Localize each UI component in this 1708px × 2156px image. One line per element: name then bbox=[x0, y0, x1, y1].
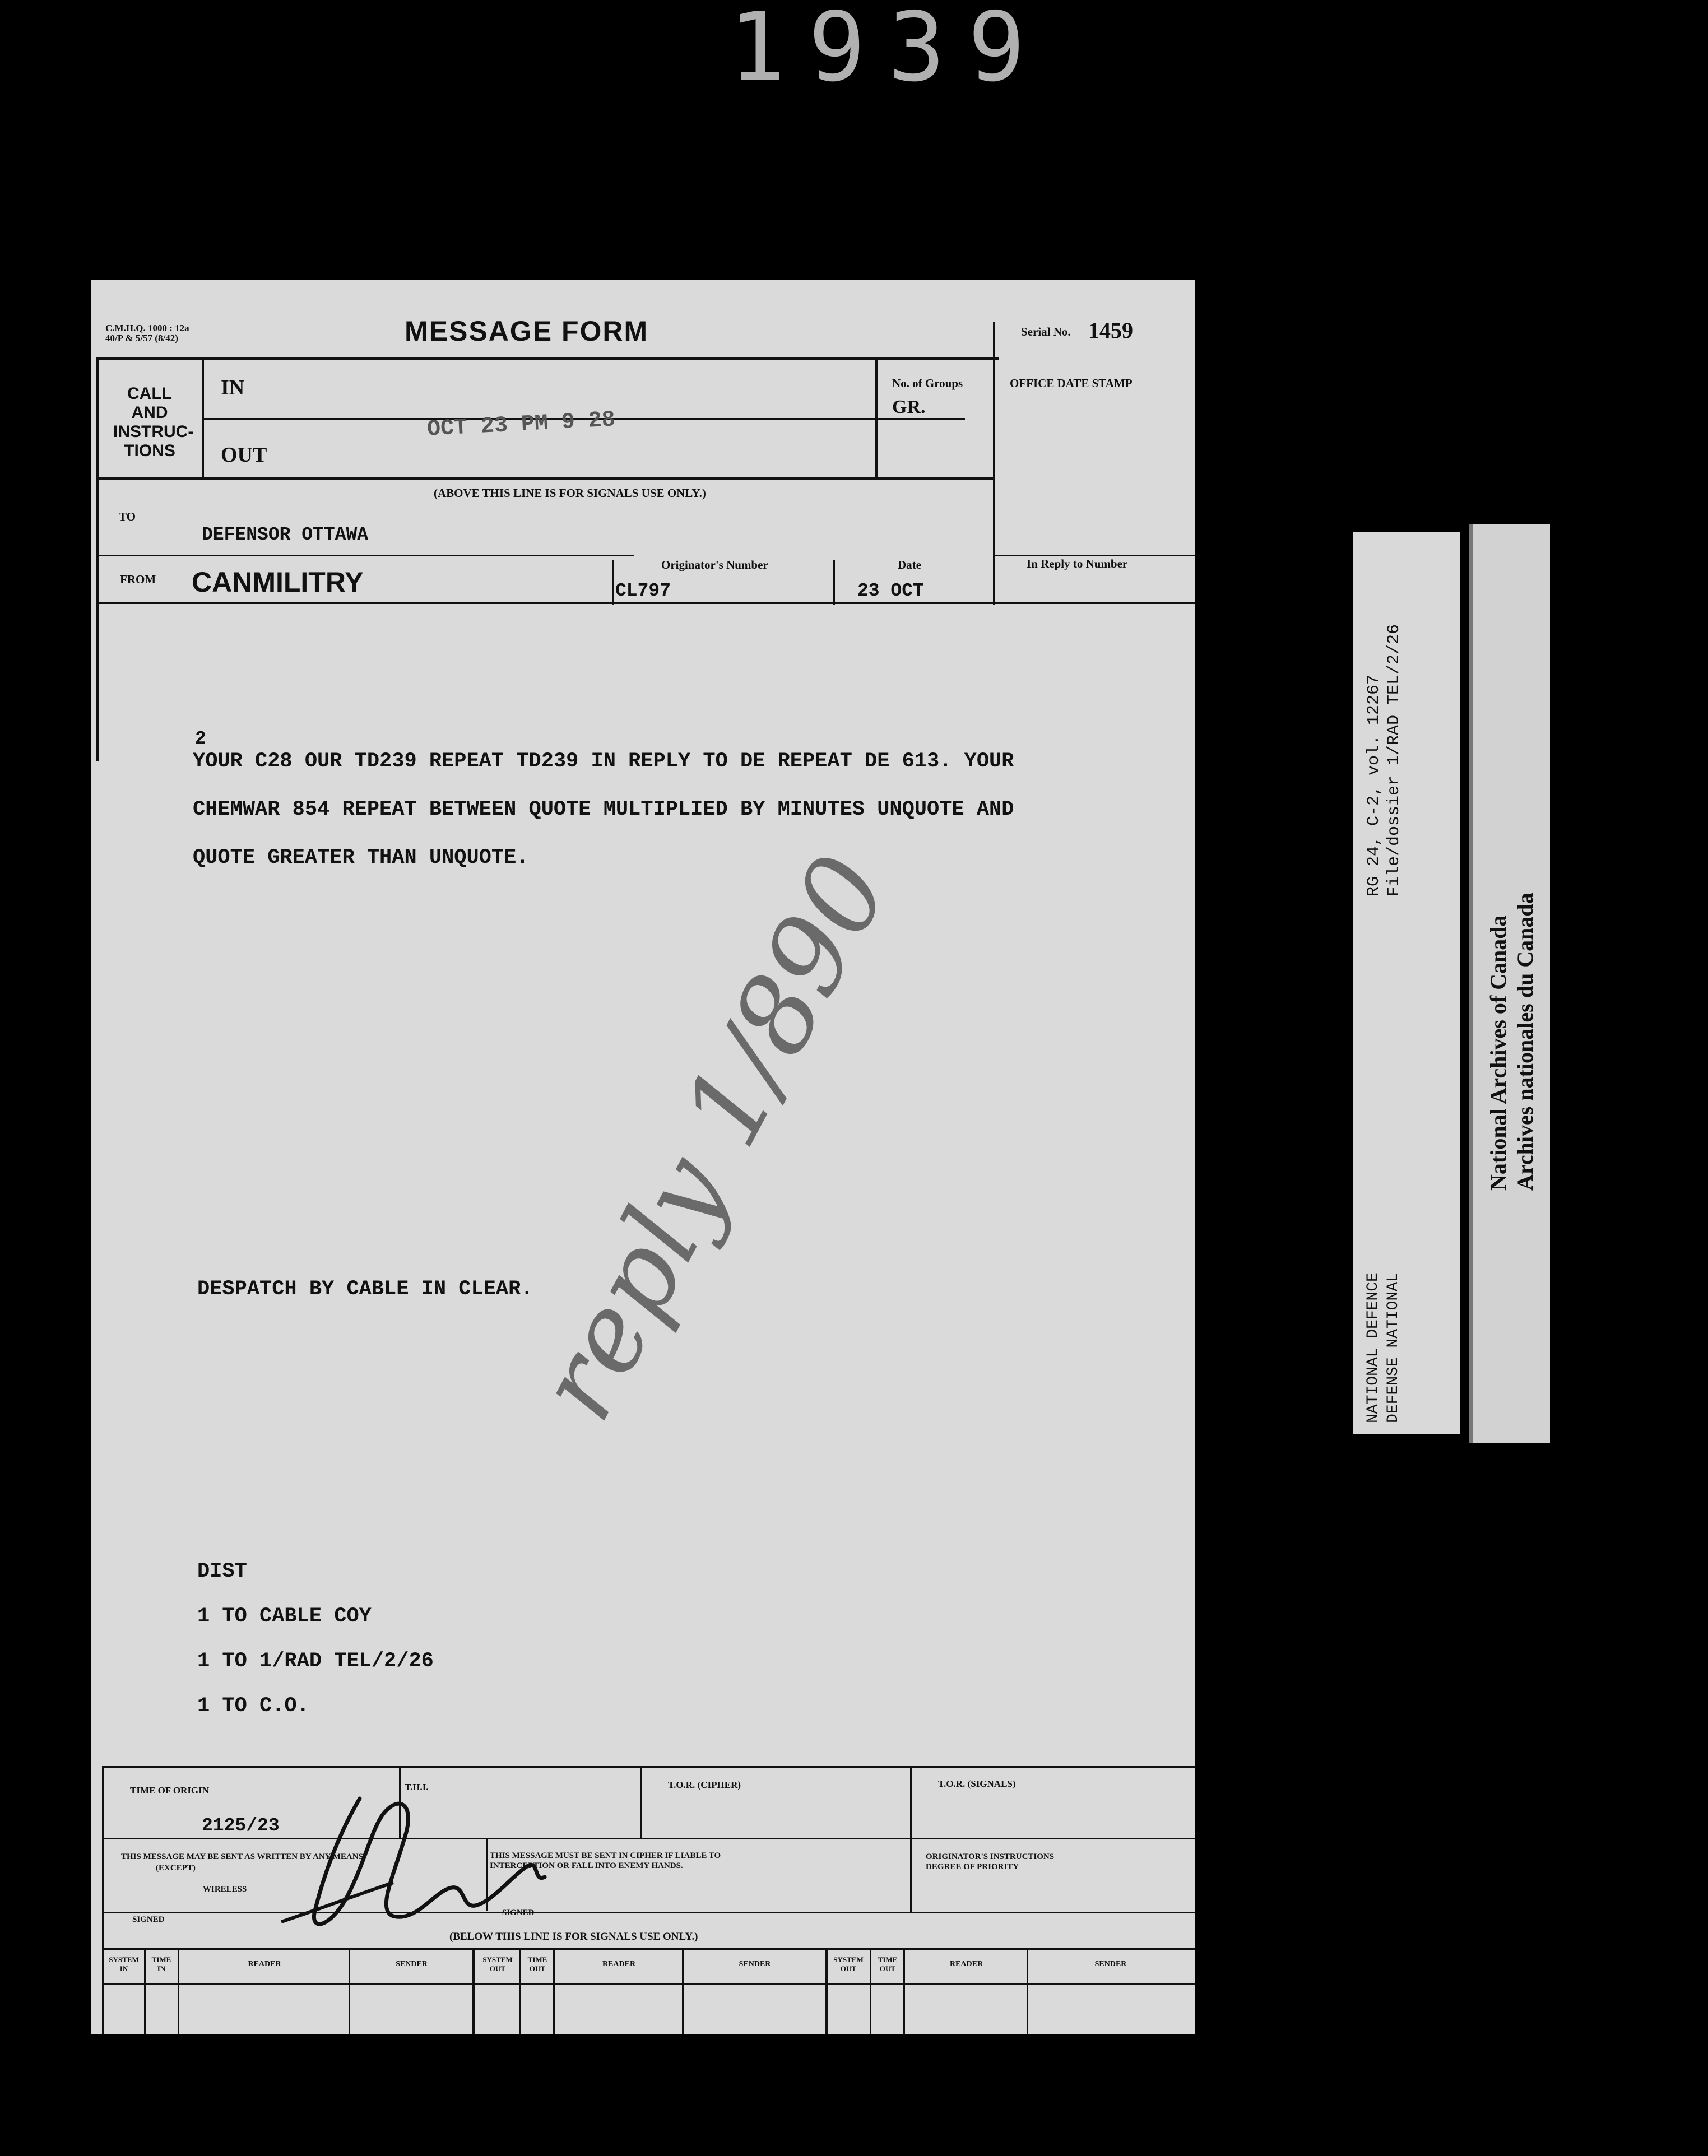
dist-line-3: 1 TO C.O. bbox=[197, 1694, 309, 1718]
col-reader-3: READER bbox=[949, 1960, 983, 1968]
signed-label-1: SIGNED bbox=[132, 1915, 165, 1924]
except-label: (EXCEPT) bbox=[156, 1864, 196, 1872]
archive-ref-line-1: RG 24, C-2, vol. 12267 bbox=[1364, 674, 1384, 896]
cipher-note-1: THIS MESSAGE MUST BE SENT IN CIPHER IF LIABLE TO bbox=[490, 1851, 721, 1860]
received-stamp: OCT 23 PM 9 28 bbox=[426, 407, 616, 443]
tor-cipher-label: T.O.R. (CIPHER) bbox=[668, 1779, 741, 1790]
tor-signals-label: T.O.R. (SIGNALS) bbox=[938, 1778, 1016, 1789]
time-origin-value: 2125/23 bbox=[202, 1815, 280, 1836]
col-reader-2: READER bbox=[602, 1960, 636, 1968]
form-title: MESSAGE FORM bbox=[405, 315, 649, 347]
form-code-1: C.M.H.Q. 1000 : 12a bbox=[105, 323, 189, 333]
originator-number: CL797 bbox=[615, 580, 671, 601]
col-time-out-1: TIME OUT bbox=[527, 1955, 547, 1973]
from-value: CANMILITRY bbox=[192, 566, 364, 598]
time-origin-label: TIME OF ORIGIN bbox=[130, 1785, 210, 1796]
originator-instructions: ORIGINATOR'S INSTRUCTIONS bbox=[926, 1852, 1055, 1861]
date-label: Date bbox=[898, 558, 921, 571]
national-archives-label bbox=[1469, 524, 1550, 1443]
col-system-out-2: SYSTEM OUT bbox=[833, 1955, 864, 1973]
serial-label: Serial No. bbox=[1021, 325, 1071, 338]
in-label: IN bbox=[221, 376, 245, 399]
message-line-1: YOUR C28 OUR TD239 REPEAT TD239 IN REPLY TO DE REPEAT DE 613. YOUR bbox=[193, 750, 1014, 773]
from-label: FROM bbox=[120, 573, 156, 586]
to-label: TO bbox=[119, 510, 136, 523]
handwritten-signature bbox=[248, 1782, 561, 1950]
reply-number-label: In Reply to Number bbox=[1027, 557, 1128, 570]
call-instructions-label: CALL AND INSTRUC- TIONS bbox=[113, 384, 194, 460]
originator-number-label: Originator's Number bbox=[661, 558, 768, 571]
office-stamp-label: OFFICE DATE STAMP bbox=[1010, 377, 1133, 390]
form-code-2: 40/P & 5/57 (8/42) bbox=[105, 333, 178, 343]
thi-label: T.H.I. bbox=[405, 1782, 429, 1792]
dist-line-1: 1 TO CABLE COY bbox=[197, 1605, 372, 1628]
archive-reference-strip bbox=[1353, 532, 1460, 1434]
out-label: OUT bbox=[221, 443, 267, 467]
col-sender-1: SENDER bbox=[396, 1960, 428, 1968]
groups-label: No. of Groups bbox=[892, 377, 963, 390]
serial-number: 1459 bbox=[1088, 318, 1133, 343]
message-line-2: CHEMWAR 854 REPEAT BETWEEN QUOTE MULTIPLIED BY MINUTES UNQUOTE AND bbox=[193, 798, 1014, 821]
nac-english: National Archives of Canada bbox=[1486, 915, 1511, 1191]
date-value: 23 OCT bbox=[857, 580, 924, 601]
signals-use-bottom: (BELOW THIS LINE IS FOR SIGNALS USE ONLY.) bbox=[449, 1931, 698, 1943]
degree-priority: DEGREE OF PRIORITY bbox=[926, 1862, 1019, 1871]
dist-header: DIST bbox=[197, 1560, 247, 1583]
col-time-out-2: TIME OUT bbox=[878, 1955, 898, 1973]
sent-as-written: THIS MESSAGE MAY BE SENT AS WRITTEN BY ANY MEANS. bbox=[121, 1852, 365, 1861]
groups-suffix: GR. bbox=[892, 397, 926, 417]
col-sender-3: SENDER bbox=[1094, 1960, 1127, 1968]
handwritten-note: reply 1/890 bbox=[513, 836, 913, 1439]
message-line-3: QUOTE GREATER THAN UNQUOTE. bbox=[193, 846, 529, 870]
col-system-in: SYSTEM IN bbox=[109, 1955, 139, 1973]
department-fr: DEFENSE NATIONAL bbox=[1385, 1272, 1402, 1423]
superscript-digit: 2 bbox=[195, 728, 206, 749]
col-time-in: TIME IN bbox=[151, 1955, 171, 1973]
wireless-label: WIRELESS bbox=[203, 1885, 247, 1894]
message-form-sheet bbox=[91, 280, 1195, 2034]
department-en: NATIONAL DEFENCE bbox=[1364, 1272, 1382, 1423]
col-system-out-1: SYSTEM OUT bbox=[482, 1955, 513, 1973]
col-reader-1: READER bbox=[248, 1960, 281, 1968]
col-sender-2: SENDER bbox=[739, 1960, 771, 1968]
despatch-instruction: DESPATCH BY CABLE IN CLEAR. bbox=[197, 1277, 533, 1301]
cipher-note-2: INTERCEPTION OR FALL INTO ENEMY HANDS. bbox=[490, 1861, 683, 1870]
signals-use-top: (ABOVE THIS LINE IS FOR SIGNALS USE ONLY.) bbox=[434, 486, 706, 500]
signals-table bbox=[102, 1950, 1195, 2034]
nac-french: Archives nationales du Canada bbox=[1512, 893, 1538, 1191]
year-stamp: 1939 bbox=[728, 0, 1048, 103]
dist-line-2: 1 TO 1/RAD TEL/2/26 bbox=[197, 1649, 434, 1673]
to-value: DEFENSOR OTTAWA bbox=[202, 524, 369, 545]
archive-ref-line-2: File/dossier 1/RAD TEL/2/26 bbox=[1385, 624, 1404, 896]
